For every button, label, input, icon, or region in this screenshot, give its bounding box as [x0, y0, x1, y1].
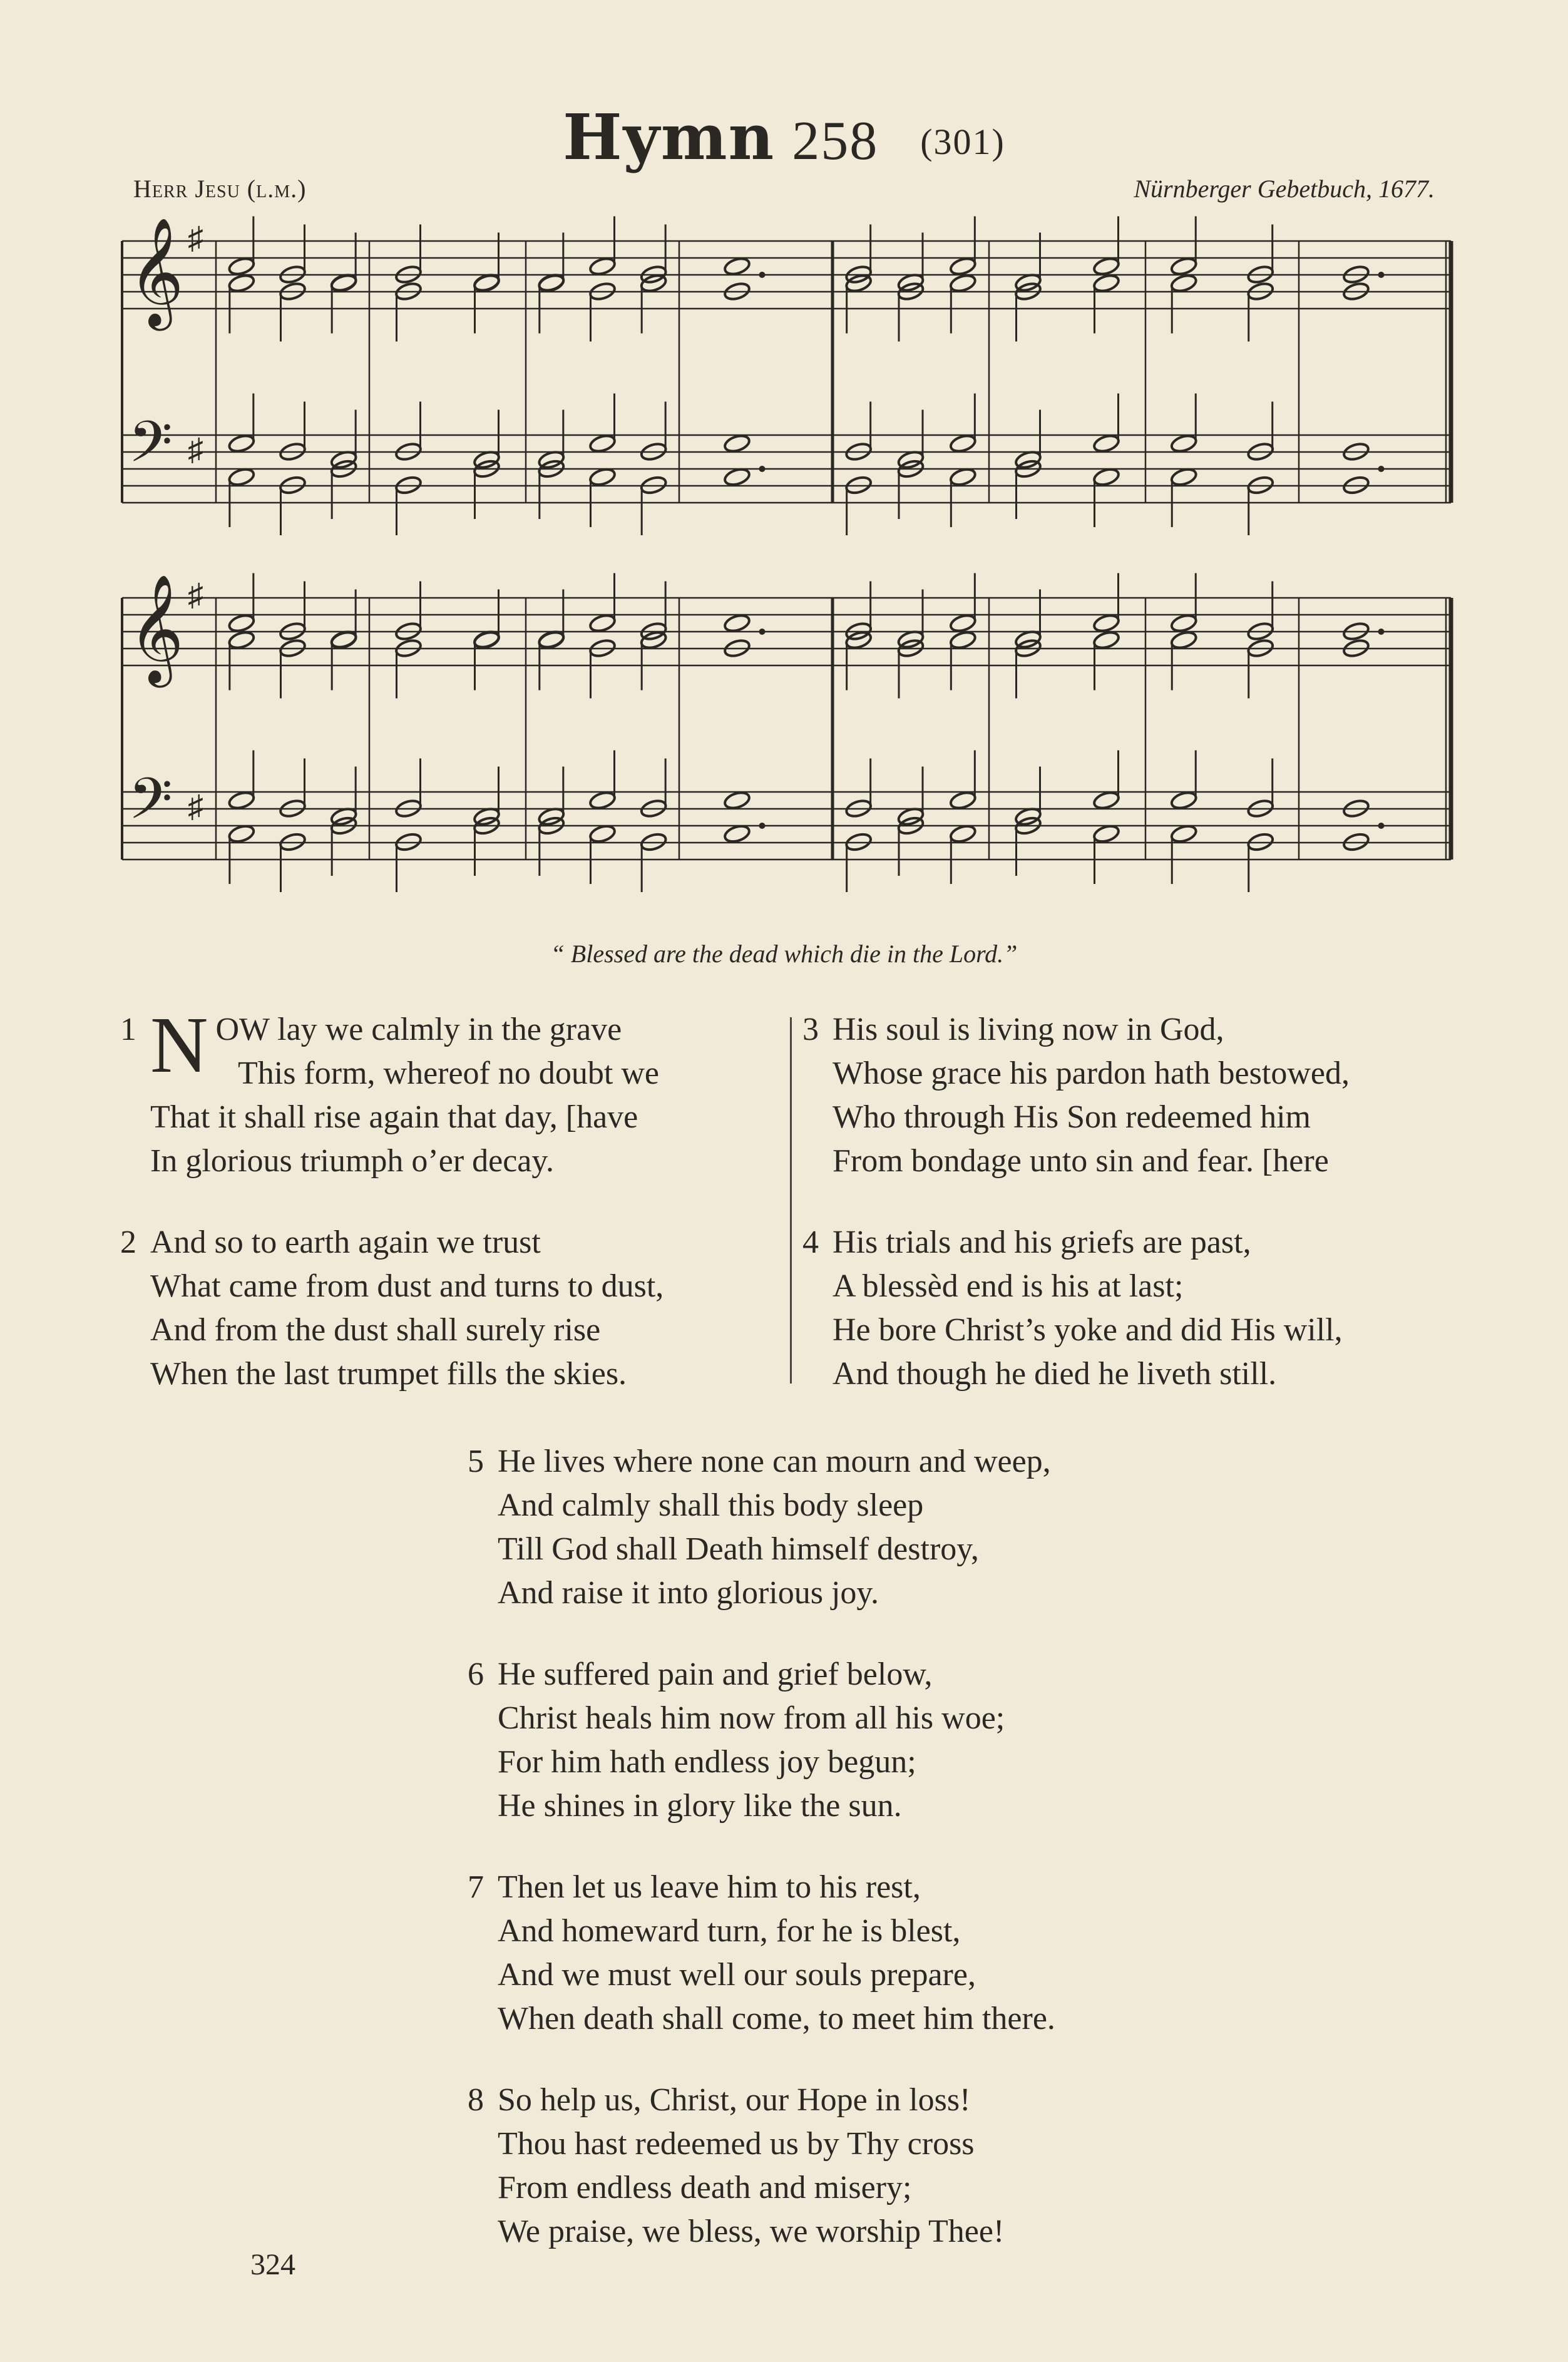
- music-score: [0, 0, 1568, 927]
- verse-line: For him hath endless joy begun;: [498, 1744, 916, 1780]
- stanza-number: 1: [120, 1012, 136, 1047]
- note-head: [1170, 630, 1198, 650]
- epigraph: “ Blessed are the dead which die in the Lord.”: [550, 940, 1018, 968]
- stanza-number: 2: [120, 1225, 136, 1260]
- bass-clef: 𝄢: [128, 766, 173, 846]
- note-head: [588, 433, 617, 454]
- note-head: [1170, 256, 1198, 277]
- stanza: [120, 1221, 776, 1396]
- stanza-number: 5: [468, 1444, 484, 1479]
- verse-line: A blessèd end is his at last;: [833, 1268, 1184, 1304]
- note-head: [723, 433, 751, 454]
- tune-source: Nürnberger Gebetbuch, 1677.: [1134, 175, 1435, 203]
- alt-number: (301): [920, 121, 1005, 162]
- dot: [1378, 466, 1385, 472]
- verse-line-text: OW lay we calmly in the grave: [215, 1012, 622, 1047]
- stanza: [120, 1000, 776, 1183]
- stanza-number: 4: [802, 1225, 819, 1260]
- verse-line: His soul is living now in God,: [833, 1012, 1224, 1047]
- verse-line: Christ heals him now from all his woe;: [498, 1700, 1005, 1736]
- verse-line: That it shall rise again that day, [have: [150, 1099, 638, 1135]
- note-head: [227, 466, 255, 487]
- drop-cap: N: [150, 1000, 208, 1089]
- verse-line: And raise it into glorious joy.: [498, 1575, 879, 1611]
- verse-line: And though he died he liveth still.: [833, 1356, 1277, 1392]
- note-head: [723, 613, 751, 634]
- verse-line: He shines in glory like the sun.: [498, 1788, 902, 1824]
- dot: [759, 823, 766, 829]
- note-head: [949, 256, 977, 277]
- stanza: [468, 1440, 1249, 1615]
- note-head: [1092, 823, 1120, 844]
- stanza: [802, 1008, 1465, 1183]
- note-head: [1170, 466, 1198, 487]
- dot: [1378, 823, 1385, 829]
- tune-name: Herr Jesu (l.m.): [133, 175, 307, 203]
- verse-line: When death shall come, to meet him there.: [498, 2001, 1055, 2036]
- column-divider: [790, 1017, 792, 1384]
- note-head: [1170, 273, 1198, 294]
- verse-line: And so to earth again we trust: [150, 1225, 541, 1260]
- note-head: [1170, 433, 1198, 454]
- verse-line: Till God shall Death himself destroy,: [498, 1531, 979, 1567]
- verse-line: When the last trumpet fills the skies.: [150, 1356, 627, 1392]
- music-system-2: [122, 573, 1451, 893]
- note-head: [1170, 790, 1198, 811]
- note-head: [227, 273, 255, 294]
- note-head: [723, 256, 751, 277]
- title-number: 258: [792, 111, 879, 172]
- dot: [759, 272, 766, 278]
- verse-line: Who through His Son redeemed him: [833, 1099, 1311, 1135]
- music-system-1: [122, 217, 1451, 536]
- note-head: [723, 466, 751, 487]
- title-word: Hymn: [563, 100, 776, 174]
- verse-line: Thou hast redeemed us by Thy cross: [498, 2126, 975, 2162]
- note-head: [949, 823, 977, 844]
- verse-line: In glorious triumph o’er decay.: [150, 1143, 554, 1179]
- bass-clef: 𝄢: [128, 409, 173, 489]
- verse-line: And calmly shall this body sleep: [498, 1487, 924, 1523]
- verse-line: And homeward turn, for he is blest,: [498, 1913, 961, 1949]
- note-head: [949, 790, 977, 811]
- note-head: [949, 273, 977, 294]
- note-head: [1092, 433, 1120, 454]
- verse-line: This form, whereof no doubt we: [238, 1055, 659, 1091]
- note-head: [1092, 630, 1120, 650]
- stanzas-left-column: [120, 1000, 776, 1434]
- note-head: [227, 613, 255, 634]
- note-head: [1170, 613, 1198, 634]
- treble-clef: 𝄞: [128, 217, 184, 326]
- verse-line: We praise, we bless, we worship Thee!: [498, 2214, 1005, 2249]
- note-head: [949, 613, 977, 634]
- note-head: [588, 466, 617, 487]
- verse-line: He suffered pain and grief below,: [498, 1656, 933, 1692]
- key-signature: ♯: [188, 577, 203, 612]
- note-head: [949, 433, 977, 454]
- key-signature: ♯: [188, 220, 203, 255]
- note-head: [227, 433, 255, 454]
- note-head: [640, 273, 668, 294]
- note-head: [588, 613, 617, 634]
- verse-line: And we must well our souls prepare,: [498, 1957, 976, 1993]
- note-head: [844, 273, 873, 294]
- key-signature: ♯: [188, 432, 203, 467]
- stanza: [468, 1653, 1249, 1828]
- stanzas-right-column: [802, 1008, 1465, 1434]
- page-number: 324: [250, 2248, 295, 2281]
- note-head: [588, 790, 617, 811]
- note-head: [227, 630, 255, 650]
- dot: [1378, 272, 1385, 278]
- note-head: [1170, 823, 1198, 844]
- key-signature: ♯: [188, 789, 203, 824]
- stanza: [468, 1866, 1249, 2041]
- note-head: [949, 466, 977, 487]
- stanza-number: 7: [468, 1869, 484, 1905]
- verse-line: His trials and his griefs are past,: [833, 1225, 1251, 1260]
- verse-line: What came from dust and turns to dust,: [150, 1268, 664, 1304]
- dot: [759, 629, 766, 635]
- verse-line: He lives where none can mourn and weep,: [498, 1444, 1051, 1479]
- verse-line: Whose grace his pardon hath bestowed,: [833, 1055, 1350, 1091]
- note-head: [1092, 273, 1120, 294]
- stanza-number: 6: [468, 1656, 484, 1692]
- note-head: [588, 256, 617, 277]
- stanza-number: 8: [468, 2082, 484, 2118]
- dot: [759, 466, 766, 472]
- note-head: [723, 823, 751, 844]
- treble-clef: 𝄞: [128, 574, 184, 683]
- note-head: [1092, 256, 1120, 277]
- stanza-number: 3: [802, 1012, 819, 1047]
- note-head: [949, 630, 977, 650]
- verse-line: And from the dust shall surely rise: [150, 1312, 601, 1348]
- dot: [1378, 629, 1385, 635]
- stanza: [802, 1221, 1465, 1396]
- note-head: [227, 790, 255, 811]
- verse-line: From bondage unto sin and fear. [here: [833, 1143, 1329, 1179]
- note-head: [1092, 613, 1120, 634]
- note-head: [227, 823, 255, 844]
- note-head: [844, 630, 873, 650]
- verse-line: He bore Christ’s yoke and did His will,: [833, 1312, 1343, 1348]
- note-head: [723, 790, 751, 811]
- verse-line: From endless death and misery;: [498, 2170, 912, 2205]
- verse-line: Then let us leave him to his rest,: [498, 1869, 921, 1905]
- stanza: [468, 2078, 1249, 2254]
- verse-line: So help us, Christ, our Hope in loss!: [498, 2082, 971, 2118]
- stanzas-center-column: [468, 1440, 1249, 2291]
- note-head: [1092, 466, 1120, 487]
- note-head: [1092, 790, 1120, 811]
- note-head: [640, 630, 668, 650]
- note-head: [227, 256, 255, 277]
- note-head: [588, 823, 617, 844]
